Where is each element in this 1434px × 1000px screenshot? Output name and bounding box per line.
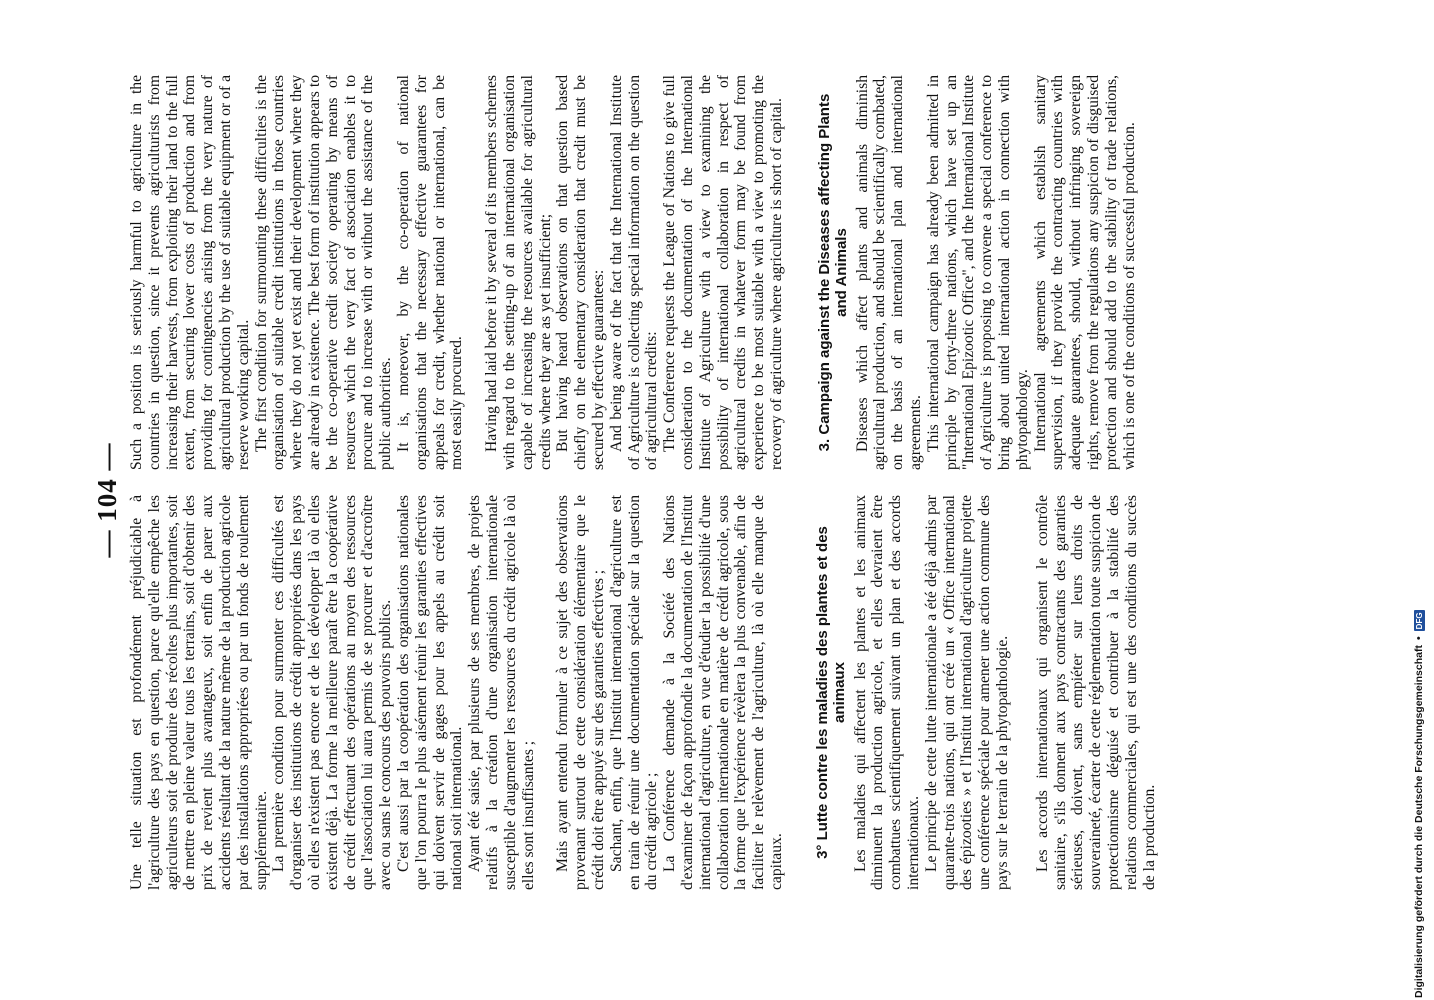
french-paragraph: C'est aussi par la coopération des organisations nationales que l'on pourra le plus aisément réunir les garanties effectives qui doivent servir de gages pour les appels au crédit soit national soit international. [394, 495, 466, 890]
french-paragraph: Les maladies qui affectent les plantes et les animaux diminuent la production agricole, et elles devraient être combattues scientifiquement suivant un plan et des accords internationaux. [851, 495, 923, 890]
english-section-heading: 3. Campaign against the Diseases affecting Plants and Animals [815, 93, 850, 452]
english-paragraph: But having heard observations on that question based chiefly on the elementary consideration that credit must be secured by effective guarantees: [554, 75, 607, 470]
english-paragraph: International agreements which establish sanitary supervision, if they provide the contracting countries with adequate guarantees, should, without infringing sovereign rights, remove from the regulations any suspicion of disguised protection and should add to the stability of trade relations, which is one of the conditions of successful production. [1031, 75, 1138, 470]
page-number: — 104 — [92, 442, 122, 558]
french-paragraph: Sachant, enfin, que l'Institut international d'agriculture est en train de réunir une documentation spéciale sur la question du crédit agricole ; [607, 495, 661, 890]
french-paragraph: La Conférence demande à la Société des Nations d'examiner de façon approfondie la documentation de l'Institut international d'agriculture, en vue d'étudier la possibilité d'une collaboration internationale en matière de crédit agricole, sous la forme que l'expérience révèlera la plus convenable, afin de faciliter le relèvement de l'agriculture, là où elle manque de capitaux. [661, 495, 785, 890]
english-paragraph: It is, moreover, by the co-operation of national organisations that the necessary effective guarantees for appeals for credit, whether national or international, can be most easily procured. [394, 75, 466, 470]
english-paragraph: Such a position is seriously harmful to agriculture in the countries in question, since it prevents agriculturists from increasing their harvests, from exploiting their land to the full extent, from securing lower costs of production and from providing for contingencies arising from the very nature of agricultural production by the use of suitable equipment or of a reserve working capital. [128, 75, 252, 470]
french-paragraph: Les accords internationaux qui organisent le contrôle sanitaire, s'ils donnent aux pays contractants des garanties sérieuses, doivent, sans empiéter sur leurs droits de souveraineté, écarter de cette réglementation toute suspicion de protectionnisme déguisé et contribuer à la stabilité des relations commerciales, qui est une des conditions du succès de la production. [1033, 495, 1158, 890]
french-paragraph: Ayant été saisie, par plusieurs de ses membres, de projets relatifs à la création d'une organisation internationale susceptible d'augmenter les ressources du crédit agricole là où elles sont insuffisantes ; [466, 495, 537, 890]
english-paragraph: The Conference requests the League of Nations to give full consideration to the documentation of the International Institute of Agriculture with a view to examining the possibility of international collaboration in respect of agricultural credits in whatever form may be found from experience to be most suitable with a view to promoting the recovery of agriculture where agriculture is short of capital. [661, 75, 785, 470]
english-paragraph: The first condition for surmounting these difficulties is the organisation of suitable credit institutions in those countries where they do not yet exist and their development where they are already in existence. The best form of institution appears to be the co-operative credit society operating by means of resources which the very fact of association enables it to procure and to increase with or without the assistance of the public authorities. [252, 75, 395, 470]
french-paragraph: La première condition pour surmonter ces difficultés est d'organiser des institutions de crédit appropriées dans les pays où elles n'existent pas encore et de les développer là où elles existent déjà. La forme la meilleure paraît être la coopérative de crédit effectuant des opérations au moyen des ressources que l'association lui aura permis de se procurer et d'accroître avec ou sans le concours des pouvoirs publics. [270, 495, 395, 890]
french-paragraph: Une telle situation est profondément préjudiciable à l'agriculture des pays en question, parce qu'elle empêche les agriculteurs soit de produire des récoltes plus importantes, soit de mettre en pleine valeur tous les terrains, soit d'obtenir des prix de revient plus avantageux, soit enfin de parer aux accidents résultant de la nature même de la production agricole par des installations appropriées ou par un fonds de roulement supplémentaire. [128, 495, 270, 890]
english-paragraph: And being aware of the fact that the International Institute of Agriculture is collecting special information on the question of agricultural credits: [607, 75, 661, 470]
french-section-heading: 3° Lutte contre les maladies des plantes et des animaux [813, 526, 848, 859]
french-paragraph: Le principe de cette lutte internationale a été déjà admis par quarante-trois nations, qui ont créé un « Office international des épizooties » et l'Institut international d'agriculture projette une conférence spéciale pour amener une action commune des pays sur le terrain de la phytopathologie. [922, 495, 1012, 890]
dfg-logo-icon: DFG [1414, 612, 1424, 630]
french-paragraph: Mais ayant entendu formuler à ce sujet des observations provenant surtout de cette considération élémentaire que le crédit doit être appuyé sur des garanties effectives ; [554, 495, 607, 890]
digitization-credit [1412, 8, 1426, 998]
english-text-column [128, 75, 1138, 470]
french-text-column [128, 495, 1158, 890]
english-paragraph: Diseases which affect plants and animals diminish agricultural production, and should be scientifically combated, on the basis of an international plan and international agreements. [853, 75, 925, 470]
credit-separator: • [1413, 636, 1425, 641]
english-paragraph: This international campaign has already been admitted in principle by forty-three nations, which have set up an "International Epizootic Office", and the International Institute of Agriculture is proposing to convene a special conference to bring about united international action in connection with phytopathology. [924, 75, 1031, 470]
credit-text: Digitalisierung gefördert durch die Deutsche Forschungsgemeinschaft [1413, 645, 1425, 998]
english-paragraph: Having had laid before it by several of its members schemes with regard to the setting-up of an international organisation capable of increasing the resources available for agricultural credits where they are as yet insufficient; [483, 75, 554, 470]
